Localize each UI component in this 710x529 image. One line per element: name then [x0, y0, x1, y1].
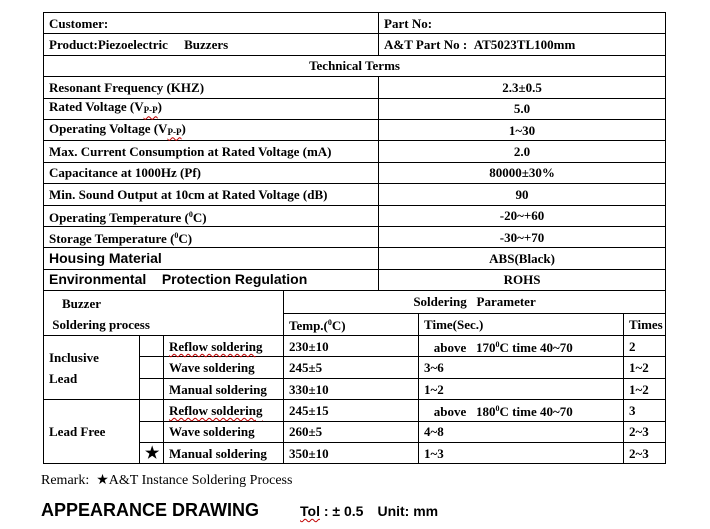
spec-row	[44, 226, 666, 247]
group-name-lead-free: Lead Free	[44, 400, 140, 464]
tol-label: Tol	[300, 503, 320, 519]
spec-value: 2.0	[379, 141, 666, 162]
soldering-time: 4~8	[419, 421, 624, 442]
spec-value: 90	[379, 184, 666, 205]
soldering-method: Manual soldering	[164, 378, 284, 399]
remark-line	[41, 472, 292, 489]
part-no-label: Part No:	[379, 13, 666, 34]
spec-value: 1~30	[379, 119, 666, 140]
star-icon: ★	[96, 473, 109, 488]
soldering-times: 2	[624, 336, 666, 357]
technical-terms-title: Technical Terms	[44, 55, 666, 76]
col-times-header: Times	[624, 313, 666, 336]
unit-label: Unit: mm	[377, 503, 439, 519]
spec-value: -20~+60	[379, 205, 666, 226]
tolerance-line	[300, 503, 438, 519]
product-label: Product:Piezoelectric	[49, 37, 168, 53]
soldering-method: Wave soldering	[164, 421, 284, 442]
col-time-header: Time(Sec.)	[419, 313, 624, 336]
spec-label: Storage Temperature ($^0$C)	[44, 226, 379, 247]
at-part-no-label: A&T Part No :	[384, 37, 468, 53]
soldering-time: above $180^0C$ time 40~70	[419, 400, 624, 421]
soldering-time: above $170^0C$ time 40~70	[419, 336, 624, 357]
spec-row	[44, 248, 666, 269]
spec-row	[44, 269, 666, 290]
soldering-method: Reflow soldering	[164, 400, 284, 421]
product-value: Buzzers	[184, 37, 229, 53]
spec-value: -30~+70	[379, 226, 666, 247]
spec-row	[44, 119, 666, 140]
spec-row	[44, 162, 666, 183]
product-cell	[44, 34, 379, 55]
tol-value: : ± 0.5	[323, 503, 364, 519]
spec-value: 2.3±0.5	[379, 77, 666, 98]
spec-label: Rated Voltage $(V_{P-P})$	[44, 98, 379, 119]
soldering-time: 1~2	[419, 378, 624, 399]
soldering-temp: 260±5	[284, 421, 419, 442]
remark-label: Remark:	[41, 473, 90, 488]
group-name-inclusive-lead: Inclusive Lead	[44, 336, 140, 400]
soldering-times: 2~3	[624, 421, 666, 442]
spec-value: 5.0	[379, 98, 666, 119]
soldering-temp: 245±5	[284, 357, 419, 378]
soldering-mark	[140, 421, 164, 442]
spec-label: Housing Material	[44, 248, 379, 269]
spec-row	[44, 184, 666, 205]
soldering-times: 1~2	[624, 378, 666, 399]
spec-label: Environmental Protection Regulation	[44, 269, 379, 290]
soldering-time: 3~6	[419, 357, 624, 378]
soldering-row	[44, 336, 666, 357]
spec-label: Operating Voltage $(V_{P-P})$	[44, 119, 379, 140]
col-temp-header: Temp.($^0$C)	[284, 313, 419, 336]
soldering-mark	[140, 357, 164, 378]
soldering-temp: 350±10	[284, 443, 419, 464]
soldering-parameter-title: Soldering Parameter	[284, 291, 666, 314]
spec-row	[44, 98, 666, 119]
spec-label: Max. Current Consumption at Rated Voltage (mA)	[44, 141, 379, 162]
remark-text: A&T Instance Soldering Process	[108, 473, 293, 488]
soldering-temp: 330±10	[284, 378, 419, 399]
spec-row	[44, 77, 666, 98]
spec-value: ROHS	[379, 269, 666, 290]
spec-label: Resonant Frequency (KHZ)	[44, 77, 379, 98]
spec-table	[43, 12, 666, 464]
soldering-mark	[140, 378, 164, 399]
customer-label: Customer:	[44, 13, 379, 34]
soldering-method: Reflow soldering	[164, 336, 284, 357]
soldering-times: 1~2	[624, 357, 666, 378]
soldering-method: Wave soldering	[164, 357, 284, 378]
at-part-no-value: AT5023TL100mm	[473, 37, 576, 53]
soldering-temp: 230±10	[284, 336, 419, 357]
spec-row	[44, 205, 666, 226]
spec-label: Min. Sound Output at 10cm at Rated Voltage (dB)	[44, 184, 379, 205]
at-part-no-cell	[379, 34, 666, 55]
soldering-mark	[140, 336, 164, 357]
spec-row	[44, 141, 666, 162]
soldering-temp: 245±15	[284, 400, 419, 421]
soldering-row	[44, 400, 666, 421]
star-icon: ★	[140, 443, 164, 464]
soldering-method: Manual soldering	[164, 443, 284, 464]
soldering-times: 3	[624, 400, 666, 421]
spec-label: Operating Temperature ($^0$C)	[44, 205, 379, 226]
soldering-time: 1~3	[419, 443, 624, 464]
soldering-times: 2~3	[624, 443, 666, 464]
spec-value: 80000±30%	[379, 162, 666, 183]
appearance-drawing-title: APPEARANCE DRAWING	[41, 500, 260, 520]
soldering-mark	[140, 400, 164, 421]
soldering-process-title: Buzzer Soldering process	[44, 291, 284, 336]
spec-value: ABS(Black)	[379, 248, 666, 269]
spec-label: Capacitance at 1000Hz (Pf)	[44, 162, 379, 183]
